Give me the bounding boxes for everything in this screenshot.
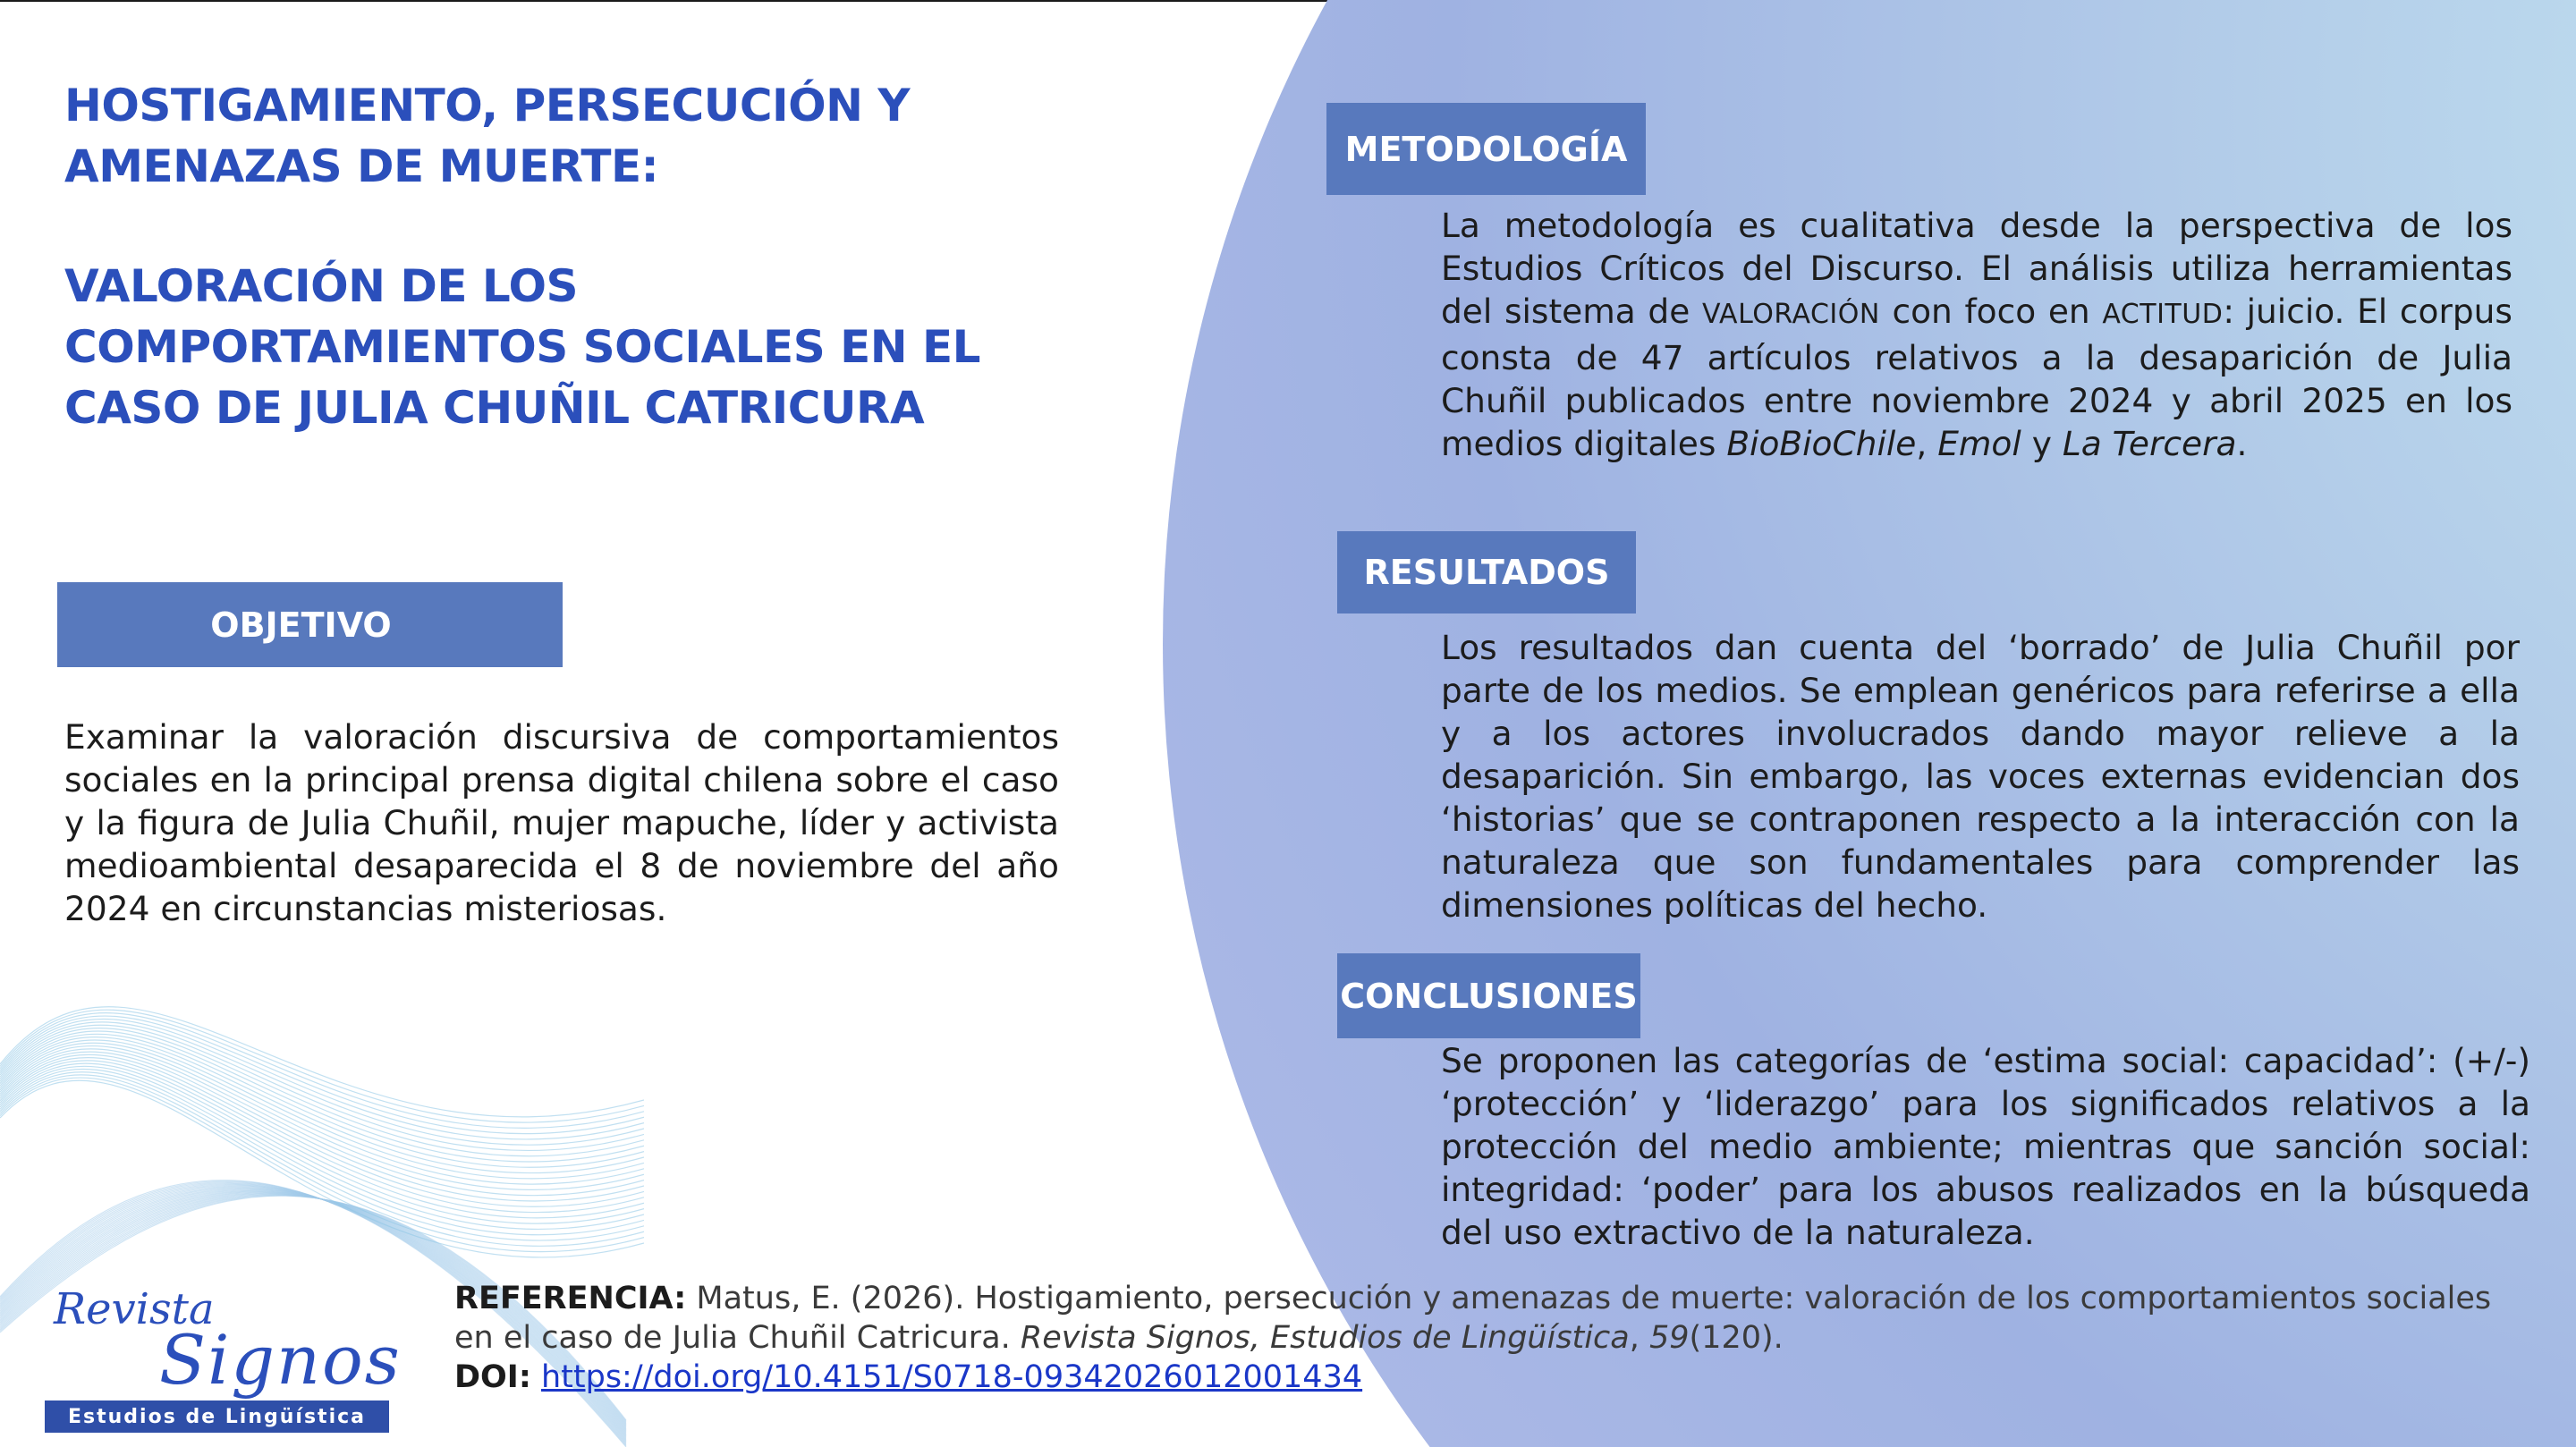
conclusiones-label: CONCLUSIONES: [1337, 953, 1640, 1038]
conclusiones-paragraph: Se proponen las categorías de ‘estima social: capacidad’: (+/-) ‘protección’ y ‘liderazgo’ para los significados relativos a la protección del medio ambiente; mientras que sanción social: integridad: ‘poder’ para los abusos realizados en la búsqueda del uso extractivo de la naturaleza.: [1441, 1041, 2530, 1252]
objetivo-label: OBJETIVO: [57, 582, 563, 667]
reference-issue: (120).: [1689, 1320, 1784, 1356]
valoracion-term: VALORACIÓN: [1701, 299, 1880, 330]
objetivo-text: [64, 715, 1059, 930]
logo-word-revista: Revista: [54, 1284, 215, 1334]
resultados-label: RESULTADOS: [1337, 531, 1636, 613]
wave-line: [0, 1007, 644, 1117]
metodologia-paragraph: [1441, 204, 2512, 465]
reference-citation: [454, 1279, 2529, 1358]
objetivo-paragraph: Examinar la valoración discursiva de comportamientos sociales en la principal prensa digital chilena sobre el caso y la figura de Julia Chuñil, mujer mapuche, líder y activista medioambiental desaparecida el 8 de noviembre del año 2024 en circunstancias misteriosas.: [64, 717, 1059, 928]
metodologia-label: METODOLOGÍA: [1326, 103, 1646, 195]
metodologia-text-part: : juicio. El corpus consta de 47 artículos relativos a la desaparición de Julia Chuñil publicados entre noviembre 2024 y abril 2025 en los medios digitales: [1441, 292, 2512, 463]
reference-block: [454, 1279, 2529, 1397]
resultados-paragraph: Los resultados dan cuenta del ‘borrado’ de Julia Chuñil por parte de los medios. Se emplean genéricos para referirse a ella y a los actores involucrados dando mayor relieve a la desaparición. Sin embargo, las voces externas evidencian dos ‘historias’ que se contraponen respecto a la interacción con la naturaleza que son fundamentales para comprender las dimensiones políticas del hecho.: [1441, 628, 2520, 925]
reference-volume: 59: [1648, 1320, 1690, 1356]
title-line-1: HOSTIGAMIENTO, PERSECUCIÓN Y AMENAZAS DE MUERTE:: [64, 80, 911, 192]
resultados-text: [1441, 626, 2520, 927]
wave-line: [0, 1025, 644, 1150]
reference-separator: ,: [1629, 1320, 1649, 1356]
wave-line: [0, 1010, 644, 1122]
doi-line: [454, 1358, 2529, 1397]
reference-journal: Revista Signos, Estudios de Lingüística: [1020, 1320, 1630, 1356]
wave-line: [0, 1028, 644, 1156]
reference-text: Matus, E. (2026). Hostigamiento, persecución y amenazas de muerte: valoración de los comportamientos sociales en el caso de Julia Chuñil Catricura.: [454, 1281, 2492, 1356]
wave-line: [0, 1046, 644, 1190]
doi-label: DOI:: [454, 1359, 531, 1395]
revista-signos-logo: [45, 1281, 402, 1437]
reference-label: REFERENCIA:: [454, 1281, 687, 1316]
media-emol: Emol: [1937, 424, 2021, 463]
wave-line: [0, 1072, 644, 1240]
wave-line: [0, 1013, 644, 1129]
logo-subtitle: Estudios de Lingüística: [45, 1400, 389, 1433]
metodologia-text-part: La metodología es cualitativa desde la perspectiva de los Estudios Críticos del Discurso. El análisis utiliza herramientas del sistema de: [1441, 206, 2512, 331]
doi-link[interactable]: https://doi.org/10.4151/S0718-09342026012001434: [540, 1359, 1363, 1395]
metodologia-text-part: y: [2021, 424, 2063, 463]
media-biobiochile: BioBioChile: [1726, 424, 1917, 463]
title-line-2: VALORACIÓN DE LOS COMPORTAMIENTOS SOCIALES EN EL CASO DE JULIA CHUÑIL CATRICURA: [64, 260, 981, 434]
actitud-term: ACTITUD: [2102, 299, 2224, 330]
metodologia-text-part: con foco en: [1879, 292, 2103, 331]
media-la-tercera: La Tercera: [2062, 424, 2237, 463]
wave-line: [0, 1061, 644, 1218]
conclusiones-text: [1441, 1039, 2530, 1254]
logo-word-signos: Signos: [159, 1320, 402, 1400]
metodologia-text-part: .: [2236, 424, 2248, 463]
metodologia-text-part: ,: [1916, 424, 1938, 463]
metodologia-text: [1441, 204, 2512, 465]
